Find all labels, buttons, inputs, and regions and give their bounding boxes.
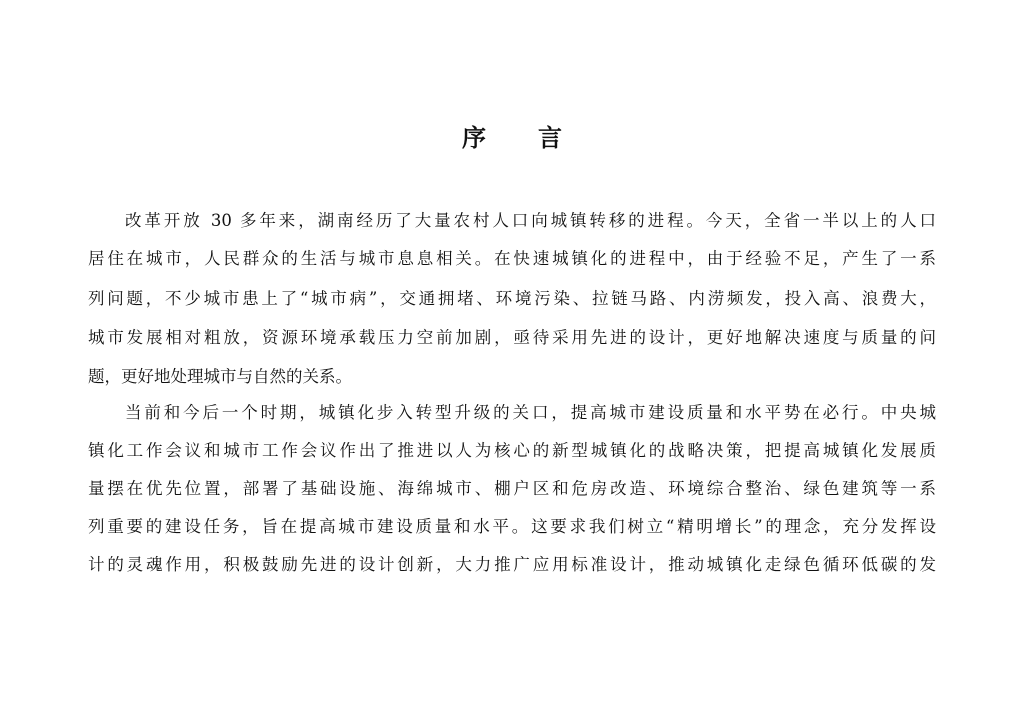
paragraph-2-line-4: 列重要的建设任务，旨在提高城市建设质量和水平。这要求我们树立“精明增长”的理念，充分发挥设 [88,517,936,536]
paragraph-1-line-5: 题，更好地处理城市与自然的关系。 [88,367,352,386]
paragraph-1-line-2: 居住在城市，人民群众的生活与城市息息相关。在快速城镇化的进程中，由于经验不足，产生了一系 [88,249,936,268]
paragraph-1-line-1: 改革开放 30 多年来，湖南经历了大量农村人口向城镇转移的进程。今天，全省一半以上的人口 [125,211,936,230]
paragraph-1-line-3: 列问题，不少城市患上了“城市病”，交通拥堵、环境污染、拉链马路、内涝频发，投入高、浪费大， [88,289,936,308]
paragraph-2-line-3: 量摆在优先位置，部署了基础设施、海绵城市、棚户区和危房改造、环境综合整治、绿色建筑等一系 [88,479,936,498]
paragraph-2-line-5: 计的灵魂作用，积极鼓励先进的设计创新，大力推广应用标准设计，推动城镇化走绿色循环低碳的发 [88,555,936,574]
paragraph-1-line-4: 城市发展相对粗放，资源环境承载压力空前加剧，亟待采用先进的设计，更好地解决速度与质量的问 [88,328,936,347]
title-char-1: 序 [462,123,486,152]
paragraph-2-line-2: 镇化工作会议和城市工作会议作出了推进以人为核心的新型城镇化的战略决策，把提高城镇化发展质 [88,441,936,460]
paragraph-2-line-1: 当前和今后一个时期，城镇化步入转型升级的关口，提高城市建设质量和水平势在必行。中央城 [125,403,936,422]
title-char-2: 言 [538,123,562,152]
page-title [0,118,1024,158]
